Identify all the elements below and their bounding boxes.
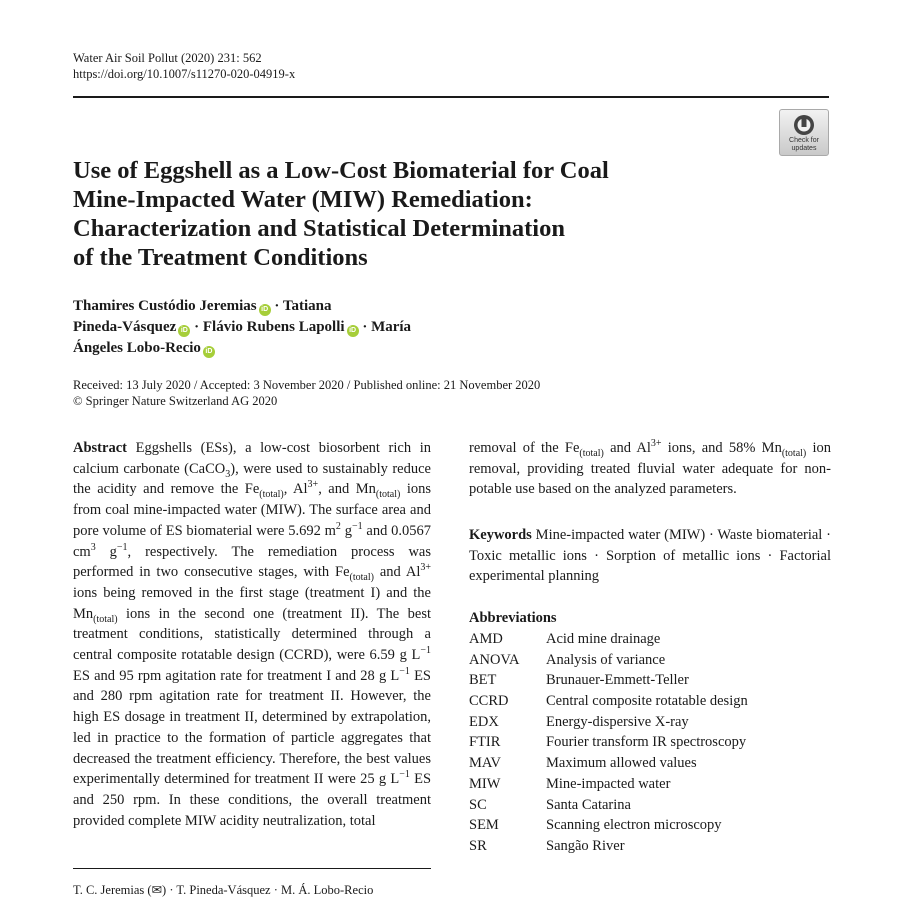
abbreviation-row [469,670,831,691]
orcid-icon[interactable]: iD [203,346,215,358]
abbreviation-row [469,712,831,733]
keywords-text: Mine-impacted water (MIW) · Waste biomaterial · Toxic metallic ions · Sorption of metallic ions · Factorial experimental planning [469,527,831,585]
abstract-text: ES and 250 rpm. In these conditions, the overall treatment provided complete MIW acidity neutralization, total [73,771,432,829]
superscript: 3 [90,541,96,553]
abbreviation-row [469,795,831,816]
abbreviations-list [469,629,831,857]
abbreviation-term: EDX [469,713,499,730]
abbreviation-definition: Scanning electron microscopy [546,817,722,834]
abstract-text: ions being removed in the first stage (treatment I) and the Mn [73,584,431,622]
subscript: 3 [225,468,231,480]
abstract-text: ES and 280 rpm agitation rate for treatment II. However, the high ES dosage in treatment II, determined by extrapolation, led in practice to the formation of particle aggregates that decreased the treatment efficiency. Therefore, the best values experimentally determined for treatment II were 25 g L [73,667,431,788]
abbreviation-term: ANOVA [469,651,520,668]
author-name[interactable]: María [371,319,412,335]
author-name[interactable]: Ángeles Lobo-Recio [73,340,201,356]
abstract-text: ES and 95 rpm agitation rate for treatment I and 28 g L [73,667,400,684]
title-line: of the Treatment Conditions [73,244,368,271]
orcid-icon[interactable]: iD [347,325,359,337]
article-title [73,156,713,272]
orcid-icon[interactable]: iD [178,325,190,337]
abstract-text: ions in the second one (treatment II). The best treatment conditions, statistically determined through a central composite rotatable design (CCRD), were 6.59 g L [73,605,431,664]
superscript: −1 [399,665,410,677]
abbreviation-row [469,650,831,671]
subscript: (total) [781,447,807,459]
keywords-block [469,525,831,587]
envelope-icon[interactable]: (✉) [147,883,167,897]
abstract-text: , and Mn [318,481,376,498]
abstract-text: removal of the Fe [469,440,580,456]
abbreviation-term: SR [469,837,487,854]
abstract-text: g [340,522,352,539]
abbreviation-row [469,753,831,774]
author-name[interactable]: Flávio Rubens Lapolli [202,319,345,335]
superscript: −1 [420,645,431,657]
abstract-text: and 0.0567 cm [73,522,432,560]
abstract-text: g [95,543,117,560]
check-for-updates-badge[interactable] [779,109,829,156]
abstract-right-column [469,438,831,500]
superscript: 2 [335,520,341,532]
abbreviation-definition: Sangão River [546,837,625,854]
abstract-text: ion removal, providing treated fluvial water adequate for non-potable use based on the analyzed parameters. [469,440,831,498]
dates-line: Received: 13 July 2020 / Accepted: 3 November 2020 / Published online: 21 November 2020 [73,378,541,392]
superscript: −1 [116,541,128,553]
doi-link[interactable]: https://doi.org/10.1007/s11270-020-04919-x [73,67,296,81]
abbreviation-term: MAV [469,755,501,772]
abbreviation-term: MIW [469,775,501,792]
abbreviation-definition: Analysis of variance [546,651,666,668]
subscript: (total) [579,447,604,459]
subscript: (total) [375,489,401,501]
abstract-text: ions, and 58% Mn [661,440,782,456]
abstract-text: and Al [603,440,651,456]
keywords-label: Keywords [469,527,532,543]
abstract-text: and Al [373,564,421,581]
abbreviation-definition: Santa Catarina [546,796,631,813]
header-rule [73,96,829,98]
abstract-text: , Al [283,481,308,498]
journal-citation: Water Air Soil Pollut (2020) 231: 562 [73,51,262,65]
abbreviation-term: SEM [469,817,499,834]
abbreviation-term: SC [469,796,487,813]
abbreviation-definition: Acid mine drainage [546,631,661,647]
abstract-text: Eggshells (ESs), a low-cost biosorbent rich in calcium carbonate (CaCO [73,440,431,477]
copyright-line: © Springer Nature Switzerland AG 2020 [73,394,278,408]
abstract-label: Abstract [73,440,127,456]
abbreviation-term: CCRD [469,693,509,710]
abbreviation-definition: Mine-impacted water [546,775,671,792]
abstract-text: , respectively. The remediation process was performed in two consecutive stages, with Fe [73,543,432,581]
abbreviation-row [469,836,831,857]
author-name[interactable]: Tatiana [282,298,332,314]
abbreviation-row [469,691,831,712]
orcid-icon[interactable]: iD [259,304,271,316]
author-separator: · [194,319,200,335]
superscript: 3+ [420,562,431,574]
publication-dates [73,377,540,409]
abbreviation-definition: Brunauer-Emmett-Teller [546,672,689,689]
abbreviation-term: AMD [469,631,503,647]
author-name[interactable]: Thamires Custódio Jeremias [73,298,257,314]
author-separator: · [362,319,368,335]
check-updates-line1: Check for [789,137,819,144]
check-updates-line2: updates [791,145,817,152]
author-footnote [73,882,373,898]
superscript: 3+ [307,479,319,491]
author-separator: · [274,298,280,314]
superscript: 3+ [650,438,662,450]
superscript: −1 [351,520,363,532]
abstract-left-column [73,438,431,831]
abstract-text: ), were used to sustainably reduce the acidity and remove the Fe [73,460,431,498]
abbreviation-definition: Fourier transform IR spectroscopy [546,734,747,751]
subscript: (total) [93,613,118,625]
footnote-authors: · T. Pineda-Vásquez · M. Á. Lobo-Recio [166,883,374,897]
title-line: Characterization and Statistical Determination [73,215,565,242]
abbreviation-row [469,815,831,836]
author-name[interactable]: Pineda-Vásquez [73,319,177,335]
abbreviation-definition: Maximum allowed values [546,755,697,772]
subscript: (total) [259,489,284,501]
abbreviation-definition: Central composite rotatable design [546,693,748,710]
superscript: −1 [399,769,410,781]
subscript: (total) [349,572,374,584]
abstract-text: ions from coal mine-impacted water (MIW). The surface area and pore volume of ES biomaterial were 5.692 m [73,481,431,539]
abbreviation-definition: Energy-dispersive X-ray [546,713,689,730]
footnote-rule [73,868,431,869]
journal-header [73,50,295,82]
abbreviation-row [469,732,831,753]
title-line: Mine-Impacted Water (MIW) Remediation: [73,186,533,213]
check-updates-icon [793,114,815,136]
footnote-author: T. C. Jeremias [73,883,145,897]
title-line: Use of Eggshell as a Low-Cost Biomaterial for Coal [73,157,609,184]
abbreviation-term: BET [469,672,497,689]
abbreviation-term: FTIR [469,734,501,751]
abbreviation-row [469,774,831,795]
author-list [73,296,493,359]
abbreviation-row [469,629,831,650]
abbreviations-heading: Abbreviations [469,610,557,626]
